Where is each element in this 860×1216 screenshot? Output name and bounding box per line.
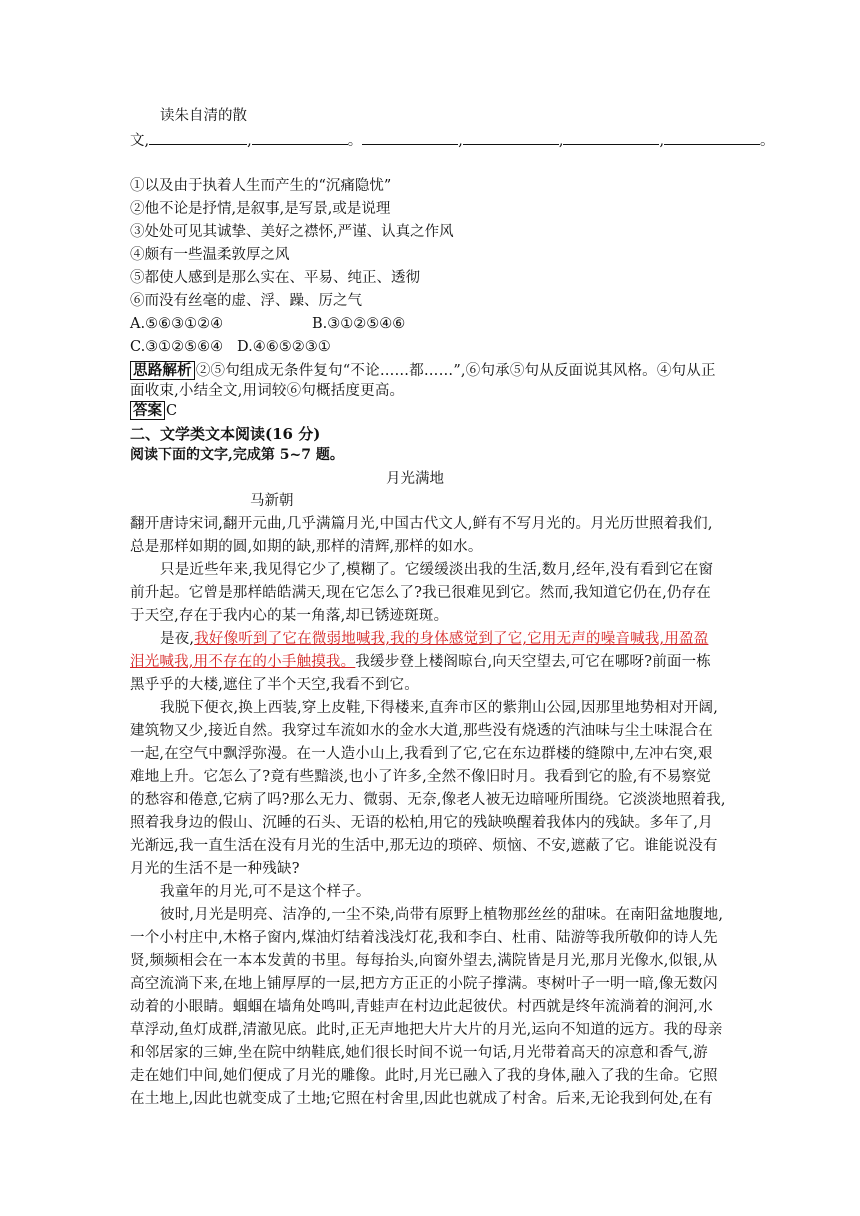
article-title: 月光满地 xyxy=(386,471,444,487)
answer-blank-3[interactable] xyxy=(362,130,458,145)
highlighted-sentence-cont: 泪光喊我,用不存在的小手触摸我。 xyxy=(130,654,356,670)
question-prompt: 读朱自清的散 xyxy=(160,108,247,124)
instruction: 阅读下面的文字,完成第 5~7 题。 xyxy=(130,447,344,463)
p5-line-1: 我童年的月光,可不是这个样子。 xyxy=(160,884,371,900)
option-1: ①以及由于执着人生而产生的“沉痛隐忧” xyxy=(130,178,392,194)
answer-blank-4[interactable] xyxy=(463,130,559,145)
highlighted-sentence: 我好像听到了它在微弱地喊我,我的身体感觉到了它,它用无声的噪音喊我,用盈盈 xyxy=(194,631,709,647)
blank-row: 文, , 。 , , , 。 xyxy=(130,130,775,151)
section-title: 二、文学类文本阅读(16 分) xyxy=(130,425,321,443)
p2-line-3: 于天空,存在于我内心的某一角落,却已锈迹斑斑。 xyxy=(130,608,449,624)
p4-line-2: 建筑物又少,接近自然。我穿过车流如水的金水大道,那些没有烧透的汽油味与尘土味混合在 xyxy=(130,723,713,739)
analysis-label: 思路解析 xyxy=(130,361,195,380)
p4-line-4: 难地上升。它怎么了?竟有些黯淡,也小了许多,全然不像旧时月。我看到它的脸,有不易察觉 xyxy=(130,769,711,785)
p4-line-5: 的愁容和倦意,它病了吗?那么无力、微弱、无奈,像老人被无边暗哑所围绕。它淡淡地照着我, xyxy=(130,792,726,808)
p4-line-7: 光渐远,我一直生活在没有月光的生活中,那无边的琐碎、烦恼、不安,遮蔽了它。谁能说没有 xyxy=(130,838,718,854)
answer-blank-5[interactable] xyxy=(563,130,659,145)
option-5: ⑤都使人感到是那么实在、平易、纯正、透彻 xyxy=(130,270,420,286)
answer-value: C xyxy=(166,403,178,419)
p6-line-2: 一个小村庄中,木格子窗内,煤油灯结着浅浅灯花,我和李白、杜甫、陆游等我所敬仰的诗人先 xyxy=(130,930,718,946)
answer-line xyxy=(130,401,177,421)
p6-line-4: 高空流淌下来,在地上铺厚厚的一层,把方方正正的小院子撑满。枣树叶子一明一暗,像无数闪 xyxy=(130,976,718,992)
choice-b: B.③①②⑤④⑥ xyxy=(312,316,406,332)
article-author: 马新朝 xyxy=(250,493,294,509)
answer-blank-1[interactable] xyxy=(149,130,247,145)
question-prompt-cont: 文, xyxy=(130,133,150,149)
choice-a: A.⑤⑥③①②④ xyxy=(130,316,224,332)
answer-label: 答案 xyxy=(130,401,165,420)
p6-line-7: 和邻居家的三婶,坐在院中纳鞋底,她们很长时间不说一句话,月光带着高天的凉意和香气,游 xyxy=(130,1045,708,1061)
p4-line-6: 照着我身边的假山、沉睡的石头、无语的松柏,用它的残缺唤醒着我体内的残缺。多年了,月 xyxy=(130,815,713,831)
option-6: ⑥而没有丝毫的虚、浮、躁、厉之气 xyxy=(130,293,362,309)
p3-line-1: 是夜,我好像听到了它在微弱地喊我,我的身体感觉到了它,它用无声的噪音喊我,用盈盈 xyxy=(160,631,709,647)
p1-line-1: 翻开唐诗宋词,翻开元曲,几乎满篇月光,中国古代文人,鲜有不写月光的。月光历世照着我们, xyxy=(130,516,713,532)
choice-c-d: C.③①②⑤⑥④ D.④⑥⑤②③① xyxy=(130,339,331,355)
p4-line-3: 一起,在空气中飘浮弥漫。在一人造小山上,我看到了它,它在东边群楼的缝隙中,左冲右突,艰 xyxy=(130,746,713,762)
p3-line-2: 泪光喊我,用不存在的小手触摸我。我缓步登上楼阁晾台,向天空望去,可它在哪呀?前面一栋 xyxy=(130,654,712,670)
p1-line-2: 总是那样如期的圆,如期的缺,那样的清辉,那样的如水。 xyxy=(130,539,483,555)
p4-line-1: 我脱下便衣,换上西装,穿上皮鞋,下得楼来,直奔市区的紫荆山公园,因那里地势相对开阔, xyxy=(160,700,719,716)
p6-line-6: 草浮动,鱼灯成群,清澈见底。此时,正无声地把大片大片的月光,运向不知道的远方。我的母亲 xyxy=(130,1022,723,1038)
p2-line-2: 前升起。它曾是那样皓皓满天,现在它怎么了?我已很难见到它。然而,我知道它仍在,仍存在 xyxy=(130,585,711,601)
option-4: ④颇有一些温柔敦厚之风 xyxy=(130,247,290,263)
p3-line-3: 黑乎乎的大楼,遮住了半个天空,我看不到它。 xyxy=(130,677,419,693)
answer-blank-2[interactable] xyxy=(252,130,348,145)
p2-line-1: 只是近些年来,我见得它少了,模糊了。它缓缓淡出我的生活,数月,经年,没有看到它在窗 xyxy=(160,562,714,578)
p6-line-5: 动着的小眼睛。蝈蝈在墙角处鸣叫,青蛙声在村边此起彼伏。村西就是终年流淌着的涧河,水 xyxy=(130,999,713,1015)
option-3: ③处处可见其诚挚、美好之襟怀,严谨、认真之作风 xyxy=(130,224,454,240)
answer-blank-6[interactable] xyxy=(664,130,760,145)
p4-line-8: 月光的生活不是一种残缺? xyxy=(130,861,300,877)
analysis-line-2: 面收束,小结全文,用词较⑥句概括度更高。 xyxy=(130,383,405,399)
option-2: ②他不论是抒情,是叙事,是写景,或是说理 xyxy=(130,201,391,217)
analysis-line-1: 思路解析 ②⑤句组成无条件复句“不论……都……”,⑥句承⑤句从反面说其风格。④句从正 xyxy=(130,361,716,381)
p6-line-8: 走在她们中间,她们便成了月光的雕像。此时,月光已融入了我的身体,融入了我的生命。它照 xyxy=(130,1068,718,1084)
p6-line-3: 贤,频频相会在一本本发黄的书里。每每抬头,向窗外望去,满院皆是月光,那月光像水,似银,从 xyxy=(130,953,718,969)
p6-line-1: 彼时,月光是明亮、洁净的,一尘不染,尚带有原野上植物那丝丝的甜味。在南阳盆地腹地, xyxy=(160,907,724,923)
p6-line-9: 在土地上,因此也就变成了土地;它照在村舍里,因此也就成了村舍。后来,无论我到何处,在有 xyxy=(130,1091,713,1107)
